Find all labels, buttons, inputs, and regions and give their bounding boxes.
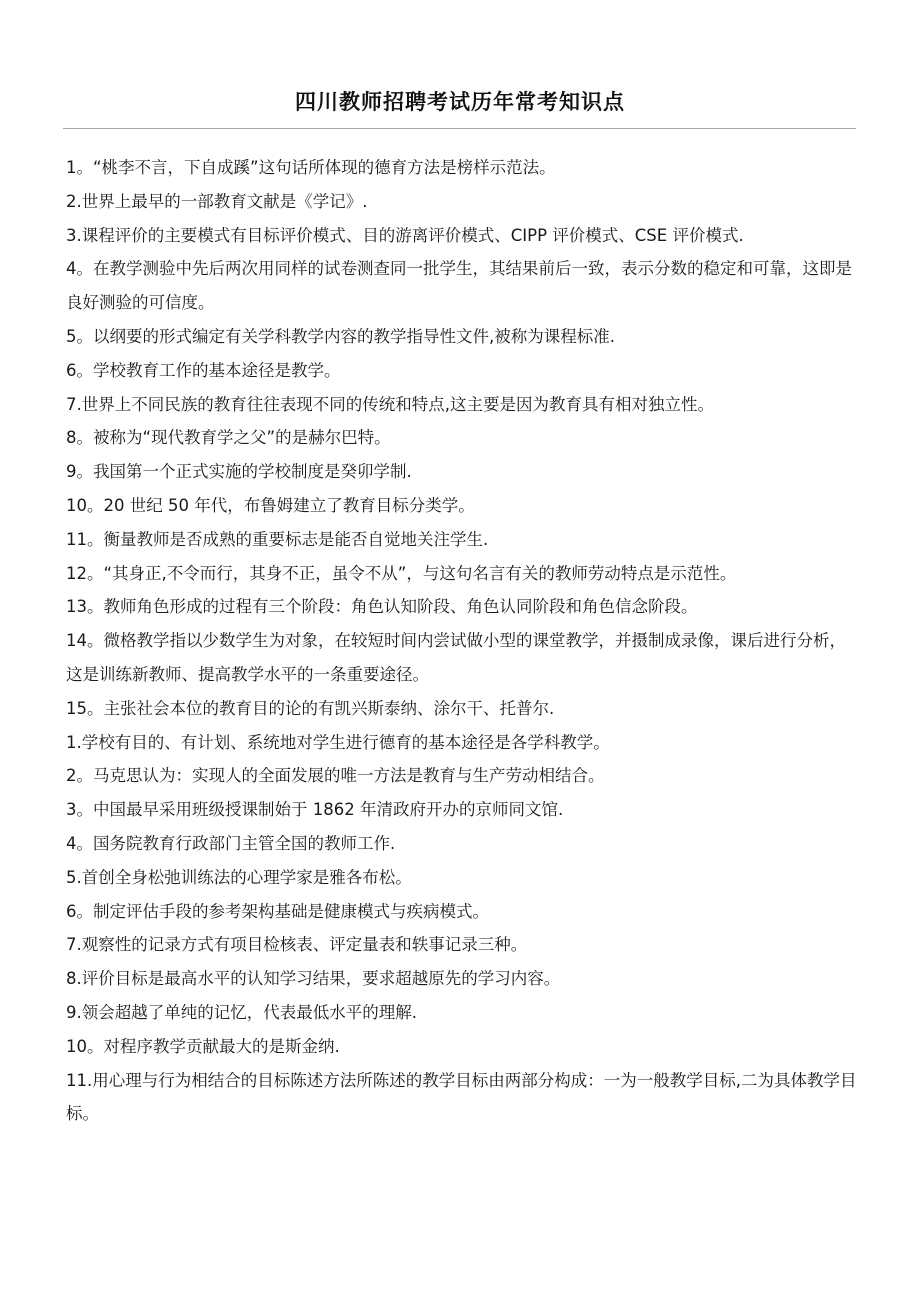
knowledge-point-list bbox=[66, 151, 858, 1131]
list-item: 9.领会超越了单纯的记忆，代表最低水平的理解. bbox=[66, 1002, 417, 1022]
list-item: 9。我国第一个正式实施的学校制度是癸卯学制. bbox=[66, 462, 412, 482]
page-title: 四川教师招聘考试历年常考知识点 bbox=[295, 90, 625, 114]
list-item: 8。被称为“现代教育学之父”的是赫尔巴特。 bbox=[66, 428, 391, 448]
list-item: 2.世界上最早的一部教育文献是《学记》. bbox=[66, 191, 368, 211]
list-item: 13。教师角色形成的过程有三个阶段：角色认知阶段、角色认同阶段和角色信念阶段。 bbox=[66, 597, 698, 617]
list-item: 11。衡量教师是否成熟的重要标志是能否自觉地关注学生. bbox=[66, 529, 489, 549]
list-item: 1。“桃李不言，下自成蹊”这句话所体现的德育方法是榜样示范法。 bbox=[66, 158, 556, 177]
list-item: 5。以纲要的形式编定有关学科教学内容的教学指导性文件,被称为课程标准. bbox=[66, 326, 615, 346]
list-item: 6。学校教育工作的基本途径是教学。 bbox=[66, 360, 341, 380]
list-item: 1.学校有目的、有计划、系统地对学生进行德育的基本途径是各学科教学。 bbox=[66, 732, 610, 752]
list-item: 2。马克思认为：实现人的全面发展的唯一方法是教育与生产劳动相结合。 bbox=[66, 766, 605, 786]
list-item: 5.首创全身松弛训练法的心理学家是雅各布松。 bbox=[66, 867, 412, 887]
list-item: 3.课程评价的主要模式有目标评价模式、目的游离评价模式、CIPP 评价模式、CSE 评价模式. bbox=[66, 225, 744, 245]
list-item: 8.评价目标是最高水平的认知学习结果，要求超越原先的学习内容。 bbox=[66, 969, 561, 989]
list-item: 7.观察性的记录方式有项目检核表、评定量表和轶事记录三种。 bbox=[66, 935, 528, 955]
list-item: 10。20 世纪 50 年代，布鲁姆建立了教育目标分类学。 bbox=[66, 495, 475, 515]
list-item: 6。制定评估手段的参考架构基础是健康模式与疾病模式。 bbox=[66, 901, 489, 921]
list-item: 11.用心理与行为相结合的目标陈述方法所陈述的教学目标由两部分构成：一为一般教学目标,二为具体教学目标。 bbox=[66, 1070, 857, 1124]
list-item: 10。对程序教学贡献最大的是斯金纳. bbox=[66, 1036, 340, 1056]
list-item: 3。中国最早采用班级授课制始于 1862 年清政府开办的京师同文馆. bbox=[66, 800, 564, 820]
list-item: 7.世界上不同民族的教育往往表现不同的传统和特点,这主要是因为教育具有相对独立性。 bbox=[66, 394, 714, 414]
list-item: 4。国务院教育行政部门主管全国的教师工作. bbox=[66, 833, 396, 853]
title-divider bbox=[63, 128, 856, 129]
list-item: 14。微格教学指以少数学生为对象，在较短时间内尝试做小型的课堂教学，并摄制成录像，课后进行分析，这是训练新教师、提高教学水平的一条重要途径。 bbox=[66, 631, 846, 684]
list-item: 4。在教学测验中先后两次用同样的试卷测查同一批学生，其结果前后一致，表示分数的稳定和可靠，这即是良好测验的可信度。 bbox=[66, 259, 852, 313]
list-item: 15。主张社会本位的教育目的论的有凯兴斯泰纳、涂尔干、托普尔. bbox=[66, 698, 555, 718]
list-item: 12。“其身正,不令而行，其身不正，虽令不从”，与这句名言有关的教师劳动特点是示范性。 bbox=[66, 563, 737, 583]
